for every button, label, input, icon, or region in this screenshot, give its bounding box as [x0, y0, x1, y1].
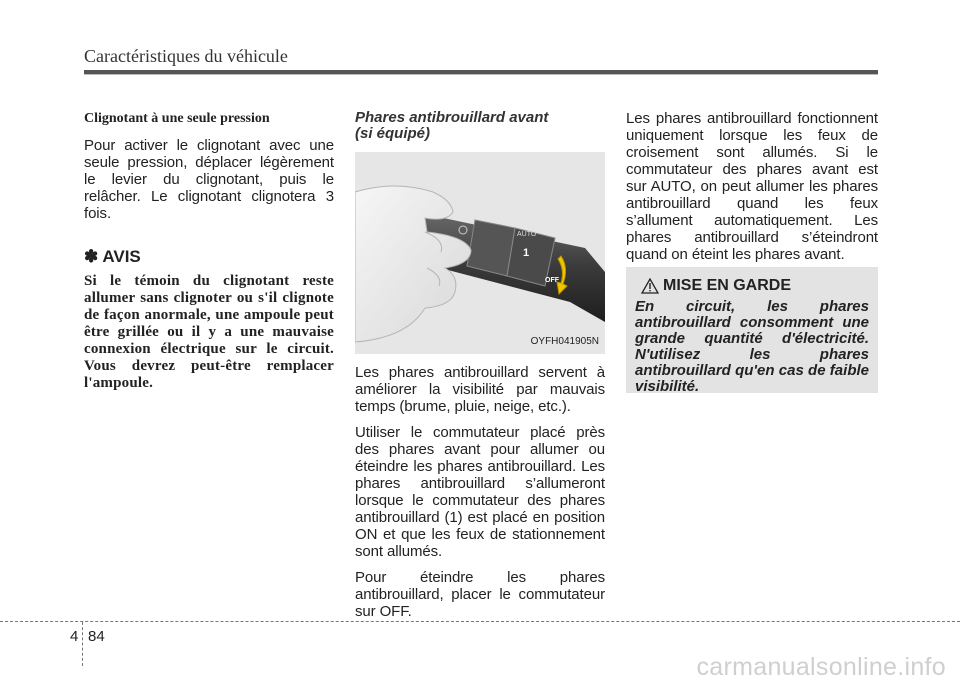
notice-star-icon: ✽ [84, 247, 99, 266]
figure-label-auto: AUTO [517, 231, 537, 238]
hand-illustration [355, 186, 471, 342]
page-number: 84 [88, 628, 105, 645]
caution-body: En circuit, les phares antibrouillard consomment une grande quantité d'électricité. N'utilisez les phares antibrouillard qu'en cas de faible visibilité. [635, 298, 869, 395]
caution-box [626, 267, 878, 393]
section-title-fog-lights [355, 110, 605, 142]
fog-light-switch-figure [355, 152, 605, 354]
caution-title: MISE EN GARDE [663, 277, 792, 294]
figure-code: OYFH041905N [530, 336, 599, 347]
paragraph-one-touch-signal: Pour activer le clignotant avec une seule pression, déplacer légèrement le levier du clignotant, puis le relâcher. Le clignotant clignotera 3 fois. [84, 137, 334, 222]
paragraph-fog-lights-operation: Les phares antibrouillard fonctionnent uniquement lorsque les feux de croisement sont allumés. Si le commutateur des phares avant est sur AUTO, on peut allumer les phares antibrouillard quand les feux s’allument automatiquement. Les phares antibrouillard s’éteindront quand on éteint les phares avant. [626, 110, 878, 263]
page-header-title: Caractéristiques du véhicule [84, 46, 288, 66]
subheading-one-touch-signal: Clignotant à une seule pression [84, 111, 270, 126]
paragraph-fog-lights-1: Les phares antibrouillard servent à améliorer la visibilité par mauvais temps (brume, pluie, neige, etc.). [355, 364, 605, 415]
column-2 [355, 110, 605, 629]
section-title-line-2: (si équipé) [355, 125, 431, 142]
switch-ring-segment [467, 220, 515, 276]
column-3 [626, 110, 878, 272]
footer-divider [82, 622, 83, 666]
figure-label-off: OFF [545, 277, 559, 284]
paragraph-fog-lights-2: Utiliser le commutateur placé près des phares avant pour allumer ou éteindre les phares antibrouillard. Les phares antibrouillard s’allumeront lorsque le commutateur des phares antibrouillard (1) est placé en position ON et que les feux de stationnement sont allumés. [355, 424, 605, 560]
notice-heading [84, 248, 334, 265]
notice-title: AVIS [102, 247, 141, 266]
footer-rule [0, 621, 960, 622]
hand-on-lever-illustration [355, 152, 605, 354]
caution-heading [641, 277, 869, 295]
figure-label-one: 1 [523, 247, 530, 259]
paragraph-fog-lights-3: Pour éteindre les phares antibrouillard, placer le commutateur sur OFF. [355, 569, 605, 620]
watermark: carmanualsonline.info [696, 653, 946, 681]
section-title-line-1: Phares antibrouillard avant [355, 109, 549, 126]
header-rule-thin [84, 74, 878, 75]
chapter-number: 4 [70, 628, 79, 645]
warning-triangle-icon [641, 278, 659, 294]
notice-body: Si le témoin du clignotant reste allumer sans clignoter ou s'il clignote de façon anormale, une ampoule peut être grillée ou il y a une mauvaise connexion électrique sur le circuit. Vous devrez peut-être remplacer l'ampoule. [84, 273, 334, 391]
column-1 [84, 110, 334, 392]
